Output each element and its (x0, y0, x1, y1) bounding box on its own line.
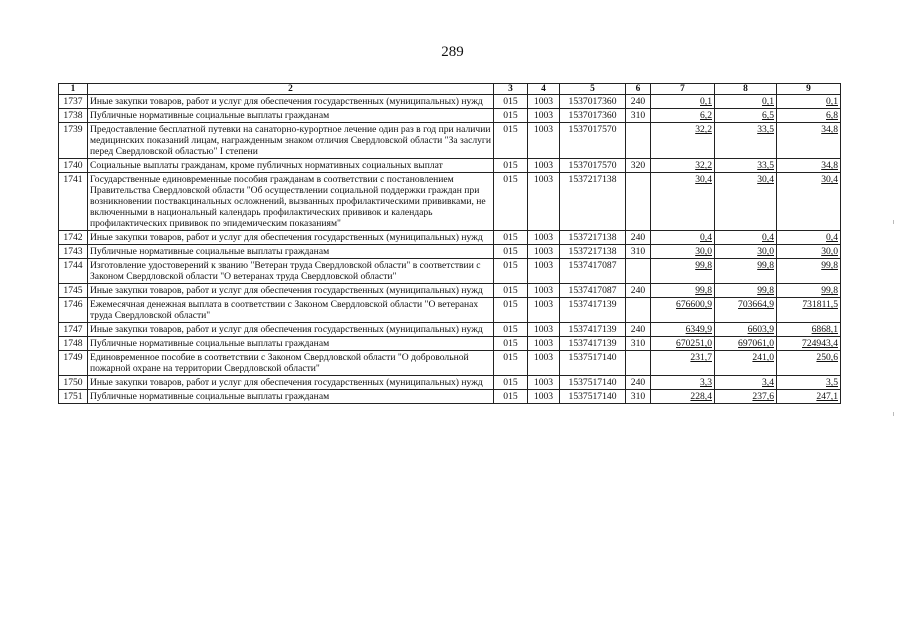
row-number-cell: 1746 (59, 298, 88, 323)
amount-year2-cell: 0,1 (715, 95, 777, 109)
amount-year2-cell: 6603,9 (715, 323, 777, 337)
target-article-cell: 1537517140 (560, 390, 626, 404)
table-row (59, 376, 841, 390)
table-header-row (59, 84, 841, 95)
expense-type-cell (626, 259, 651, 284)
table-row (59, 337, 841, 351)
target-article-cell: 1537217138 (560, 231, 626, 245)
expense-name-cell: Иные закупки товаров, работ и услуг для обеспечения государственных (муниципальных) нужд (88, 323, 494, 337)
amount-year2-cell: 6,5 (715, 109, 777, 123)
expense-name-cell: Предоставление бесплатной путевки на санаторно-курортное лечение один раз в год при наличии медицинских показаний лицам, награжденным знаком отличия Свердловской области "За заслуги перед Свердловской областью" I степени (88, 123, 494, 159)
section-code-cell: 1003 (528, 109, 560, 123)
ministry-code-cell: 015 (494, 123, 528, 159)
amount-year1-cell: 0,1 (651, 95, 715, 109)
section-code-cell: 1003 (528, 323, 560, 337)
amount-year1-cell: 670251,0 (651, 337, 715, 351)
page-number: 289 (441, 44, 464, 60)
section-code-cell: 1003 (528, 337, 560, 351)
expense-type-cell: 310 (626, 245, 651, 259)
section-code-cell: 1003 (528, 173, 560, 231)
expense-type-cell: 310 (626, 337, 651, 351)
amount-year3-cell: 724943,4 (777, 337, 841, 351)
expense-name-cell: Ежемесячная денежная выплата в соответствии с Законом Свердловской области "О ветеранах труда Свердловской области" (88, 298, 494, 323)
target-article-cell: 1537017360 (560, 95, 626, 109)
ministry-code-cell: 015 (494, 323, 528, 337)
row-number-cell: 1751 (59, 390, 88, 404)
table-row (59, 159, 841, 173)
section-code-cell: 1003 (528, 284, 560, 298)
section-code-cell: 1003 (528, 259, 560, 284)
row-number-cell: 1741 (59, 173, 88, 231)
column-header: 5 (560, 84, 626, 95)
expense-name-cell: Публичные нормативные социальные выплаты гражданам (88, 109, 494, 123)
table-row (59, 245, 841, 259)
amount-year3-cell: 3,5 (777, 376, 841, 390)
expense-type-cell: 240 (626, 323, 651, 337)
table-row (59, 231, 841, 245)
amount-year2-cell: 3,4 (715, 376, 777, 390)
amount-year1-cell: 6,2 (651, 109, 715, 123)
amount-year3-cell: 30,4 (777, 173, 841, 231)
amount-year2-cell: 33,5 (715, 123, 777, 159)
row-number-cell: 1743 (59, 245, 88, 259)
row-number-cell: 1738 (59, 109, 88, 123)
ministry-code-cell: 015 (494, 231, 528, 245)
expense-name-cell: Публичные нормативные социальные выплаты гражданам (88, 390, 494, 404)
section-code-cell: 1003 (528, 159, 560, 173)
ministry-code-cell: 015 (494, 337, 528, 351)
row-number-cell: 1744 (59, 259, 88, 284)
row-number-cell: 1742 (59, 231, 88, 245)
row-number-cell: 1749 (59, 351, 88, 376)
target-article-cell: 1537417139 (560, 298, 626, 323)
section-code-cell: 1003 (528, 376, 560, 390)
section-code-cell: 1003 (528, 298, 560, 323)
amount-year3-cell: 34,8 (777, 159, 841, 173)
amount-year2-cell: 703664,9 (715, 298, 777, 323)
amount-year2-cell: 33,5 (715, 159, 777, 173)
amount-year1-cell: 99,8 (651, 284, 715, 298)
column-header: 8 (715, 84, 777, 95)
amount-year1-cell: 3,3 (651, 376, 715, 390)
target-article-cell: 1537417087 (560, 284, 626, 298)
table-row (59, 173, 841, 231)
expense-type-cell (626, 173, 651, 231)
ministry-code-cell: 015 (494, 390, 528, 404)
amount-year2-cell: 237,6 (715, 390, 777, 404)
expense-type-cell (626, 123, 651, 159)
section-code-cell: 1003 (528, 95, 560, 109)
expense-name-cell: Иные закупки товаров, работ и услуг для обеспечения государственных (муниципальных) нужд (88, 376, 494, 390)
section-code-cell: 1003 (528, 390, 560, 404)
table-row (59, 109, 841, 123)
amount-year3-cell: 34,8 (777, 123, 841, 159)
ministry-code-cell: 015 (494, 284, 528, 298)
amount-year1-cell: 6349,9 (651, 323, 715, 337)
amount-year3-cell: 0,4 (777, 231, 841, 245)
amount-year3-cell: 0,1 (777, 95, 841, 109)
expense-type-cell (626, 351, 651, 376)
amount-year3-cell: 247,1 (777, 390, 841, 404)
amount-year1-cell: 676600,9 (651, 298, 715, 323)
scan-mark (893, 220, 894, 224)
target-article-cell: 1537017570 (560, 123, 626, 159)
section-code-cell: 1003 (528, 231, 560, 245)
amount-year2-cell: 99,8 (715, 284, 777, 298)
amount-year1-cell: 231,7 (651, 351, 715, 376)
target-article-cell: 1537417139 (560, 323, 626, 337)
ministry-code-cell: 015 (494, 259, 528, 284)
amount-year1-cell: 0,4 (651, 231, 715, 245)
column-header: 1 (59, 84, 88, 95)
target-article-cell: 1537517140 (560, 376, 626, 390)
ministry-code-cell: 015 (494, 159, 528, 173)
amount-year3-cell: 99,8 (777, 284, 841, 298)
ministry-code-cell: 015 (494, 376, 528, 390)
ministry-code-cell: 015 (494, 109, 528, 123)
row-number-cell: 1750 (59, 376, 88, 390)
amount-year2-cell: 0,4 (715, 231, 777, 245)
ministry-code-cell: 015 (494, 298, 528, 323)
expense-name-cell: Иные закупки товаров, работ и услуг для обеспечения государственных (муниципальных) нужд (88, 284, 494, 298)
expense-name-cell: Публичные нормативные социальные выплаты гражданам (88, 245, 494, 259)
column-header: 4 (528, 84, 560, 95)
target-article-cell: 1537417087 (560, 259, 626, 284)
column-header: 3 (494, 84, 528, 95)
amount-year3-cell: 250,6 (777, 351, 841, 376)
row-number-cell: 1747 (59, 323, 88, 337)
section-code-cell: 1003 (528, 351, 560, 376)
table-row (59, 351, 841, 376)
expense-name-cell: Единовременное пособие в соответствии с Законом Свердловской области "О добровольной пожарной охране на территории Свердловской области" (88, 351, 494, 376)
row-number-cell: 1740 (59, 159, 88, 173)
amount-year3-cell: 731811,5 (777, 298, 841, 323)
amount-year2-cell: 241,0 (715, 351, 777, 376)
row-number-cell: 1739 (59, 123, 88, 159)
expense-type-cell (626, 298, 651, 323)
amount-year2-cell: 30,4 (715, 173, 777, 231)
target-article-cell: 1537017570 (560, 159, 626, 173)
amount-year1-cell: 30,4 (651, 173, 715, 231)
table-body (59, 95, 841, 404)
expense-type-cell: 240 (626, 376, 651, 390)
expense-type-cell: 310 (626, 109, 651, 123)
column-header: 2 (88, 84, 494, 95)
table-row (59, 298, 841, 323)
ministry-code-cell: 015 (494, 95, 528, 109)
table-row (59, 284, 841, 298)
target-article-cell: 1537417139 (560, 337, 626, 351)
amount-year3-cell: 30,0 (777, 245, 841, 259)
table-row (59, 95, 841, 109)
expense-name-cell: Социальные выплаты гражданам, кроме публичных нормативных социальных выплат (88, 159, 494, 173)
amount-year1-cell: 99,8 (651, 259, 715, 284)
expense-type-cell: 310 (626, 390, 651, 404)
amount-year1-cell: 32,2 (651, 159, 715, 173)
amount-year3-cell: 6868,1 (777, 323, 841, 337)
column-header: 9 (777, 84, 841, 95)
target-article-cell: 1537217138 (560, 173, 626, 231)
table-row (59, 123, 841, 159)
row-number-cell: 1737 (59, 95, 88, 109)
expense-type-cell: 320 (626, 159, 651, 173)
row-number-cell: 1745 (59, 284, 88, 298)
amount-year3-cell: 6,8 (777, 109, 841, 123)
target-article-cell: 1537517140 (560, 351, 626, 376)
table-row (59, 323, 841, 337)
table-row (59, 259, 841, 284)
target-article-cell: 1537017360 (560, 109, 626, 123)
row-number-cell: 1748 (59, 337, 88, 351)
expense-name-cell: Иные закупки товаров, работ и услуг для обеспечения государственных (муниципальных) нужд (88, 231, 494, 245)
amount-year1-cell: 228,4 (651, 390, 715, 404)
expense-type-cell: 240 (626, 231, 651, 245)
amount-year2-cell: 697061,0 (715, 337, 777, 351)
target-article-cell: 1537217138 (560, 245, 626, 259)
column-header: 6 (626, 84, 651, 95)
expense-name-cell: Иные закупки товаров, работ и услуг для обеспечения государственных (муниципальных) нужд (88, 95, 494, 109)
amount-year2-cell: 99,8 (715, 259, 777, 284)
expense-name-cell: Публичные нормативные социальные выплаты гражданам (88, 337, 494, 351)
amount-year1-cell: 30,0 (651, 245, 715, 259)
expense-name-cell: Изготовление удостоверений к званию "Ветеран труда Свердловской области" в соответствии с Законом Свердловской области "О ветеранах труда Свердловской области" (88, 259, 494, 284)
amount-year2-cell: 30,0 (715, 245, 777, 259)
table-row (59, 390, 841, 404)
expense-type-cell: 240 (626, 95, 651, 109)
ministry-code-cell: 015 (494, 351, 528, 376)
column-header: 7 (651, 84, 715, 95)
expense-type-cell: 240 (626, 284, 651, 298)
section-code-cell: 1003 (528, 123, 560, 159)
budget-table (58, 83, 841, 404)
scan-mark (893, 412, 894, 416)
expense-name-cell: Государственные единовременные пособия гражданам в соответствии с постановлением Правительства Свердловской области "Об осуществлении социальной поддержки граждан при возникновении поствакцинальных осложнений, вызванных профилактическими прививками, не включенными в национальный календарь профилактических прививок и календарь профилактических прививок по эпидемическим показаниям" (88, 173, 494, 231)
amount-year1-cell: 32,2 (651, 123, 715, 159)
ministry-code-cell: 015 (494, 173, 528, 231)
ministry-code-cell: 015 (494, 245, 528, 259)
amount-year3-cell: 99,8 (777, 259, 841, 284)
section-code-cell: 1003 (528, 245, 560, 259)
